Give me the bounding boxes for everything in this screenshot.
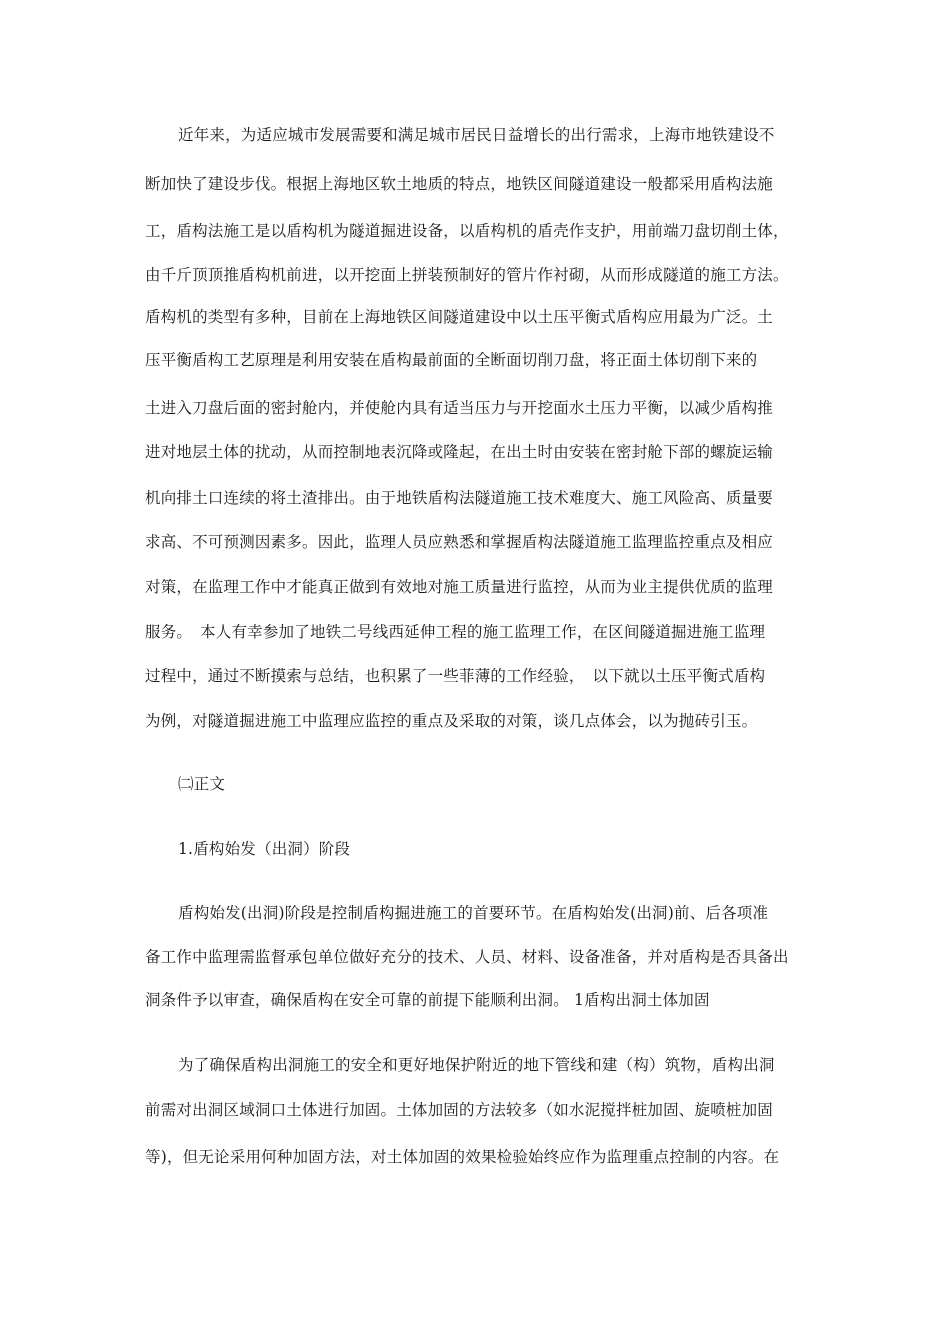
paragraph-line: 断加快了建设步伐。根据上海地区软土地质的特点，地铁区间隧道建设一般都采用盾构法施 (145, 175, 774, 193)
paragraph-line: 为了确保盾构出洞施工的安全和更好地保护附近的地下管线和建（构）筑物，盾构出洞 (178, 1056, 775, 1074)
paragraph-line: 洞条件予以审查，确保盾构在安全可靠的前提下能顺利出洞。 1盾构出洞土体加固 (145, 991, 710, 1009)
paragraph-line: 等)，但无论采用何种加固方法，对土体加固的效果检验始终应作为监理重点控制的内容。在 (145, 1148, 780, 1166)
paragraph-line: 盾构机的类型有多种，目前在上海地铁区间隧道建设中以土压平衡式盾构应用最为广泛。土 (145, 308, 774, 326)
paragraph-line: 盾构始发(出洞)阶段是控制盾构掘进施工的首要环节。在盾构始发(出洞)前、后各项准 (178, 904, 769, 922)
paragraph-line: 进对地层土体的扰动，从而控制地表沉降或隆起，在出土时由安装在密封舱下部的螺旋运输 (145, 443, 774, 461)
section-heading: ㈡正文 (178, 775, 226, 793)
paragraph-line: 近年来，为适应城市发展需要和满足城市居民日益增长的出行需求，上海市地铁建设不 (178, 126, 775, 144)
paragraph-line: 土进入刀盘后面的密封舱内，并使舱内具有适当压力与开挖面水土压力平衡，以减少盾构推 (145, 399, 774, 417)
paragraph-line: 备工作中监理需监督承包单位做好充分的技术、人员、材料、设备准备，并对盾构是否具备出 (145, 948, 789, 966)
paragraph-line: 过程中，通过不断摸索与总结，也积累了一些菲薄的工作经验， 以下就以土压平衡式盾构 (145, 667, 766, 685)
paragraph-line: 为例，对隧道掘进施工中监理应监控的重点及采取的对策，谈几点体会，以为抛砖引玉。 (145, 712, 758, 730)
paragraph-line: 前需对出洞区域洞口土体进行加固。土体加固的方法较多（如水泥搅拌桩加固、旋喷桩加固 (145, 1101, 774, 1119)
paragraph-line: 服务。 本人有幸参加了地铁二号线西延伸工程的施工监理工作，在区间隧道掘进施工监理 (145, 623, 766, 641)
paragraph-line: 工，盾构法施工是以盾构机为隧道掘进设备，以盾构机的盾壳作支护，用前端刀盘切削土体， (145, 222, 789, 240)
subheading: 1.盾构始发（出洞）阶段 (178, 840, 351, 858)
paragraph-line: 机向排土口连续的将土渣排出。由于地铁盾构法隧道施工技术难度大、施工风险高、质量要 (145, 489, 774, 507)
paragraph-line: 由千斤顶顶推盾构机前进，以开挖面上拼装预制好的管片作衬砌，从而形成隧道的施工方法。 (145, 266, 789, 284)
paragraph-line: 求高、不可预测因素多。因此，监理人员应熟悉和掌握盾构法隧道施工监理监控重点及相应 (145, 533, 774, 551)
paragraph-line: 压平衡盾构工艺原理是利用安装在盾构最前面的全断面切削刀盘，将正面土体切削下来的 (145, 351, 758, 369)
paragraph-line: 对策，在监理工作中才能真正做到有效地对施工质量进行监控，从而为业主提供优质的监理 (145, 578, 774, 596)
